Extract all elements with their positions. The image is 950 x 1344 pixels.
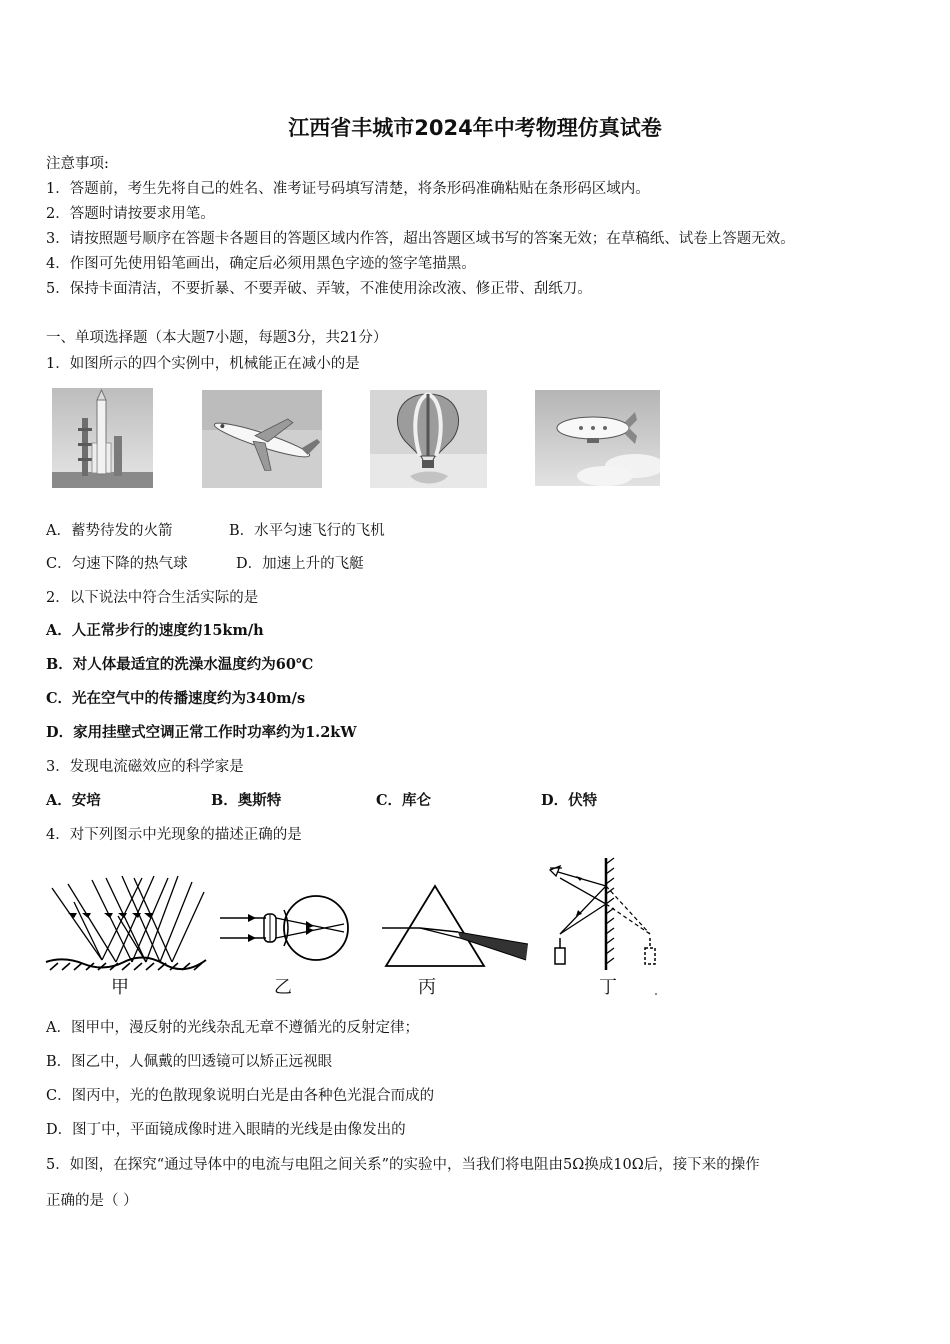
q5-stem-line2: 正确的是（ ）	[46, 1193, 138, 1209]
notice-item-2: 2．答题时请按要求用笔。	[46, 206, 215, 222]
q1-option-b: B．水平匀速飞行的飞机	[229, 523, 385, 539]
q3-option-d: D．伏特	[541, 792, 598, 809]
q2-option-b: B．对人体最适宜的洗澡水温度约为60℃	[46, 656, 314, 673]
q4-stem: 4．对下列图示中光现象的描述正确的是	[46, 827, 302, 843]
q3-option-a: A．安培	[46, 792, 101, 809]
q2-stem: 2．以下说法中符合生活实际的是	[46, 590, 259, 606]
figure-label-ding: 丁	[599, 977, 617, 998]
q2-option-a: A．人正常步行的速度约15km/h	[46, 622, 264, 639]
q3-option-c: C．库仑	[376, 792, 432, 809]
figure-label-yi: 乙	[274, 977, 292, 998]
diffuse-reflection-diagram	[44, 872, 209, 972]
notice-heading: 注意事项:	[46, 156, 109, 172]
notice-item-1: 1．答题前，考生先将自己的姓名、准考证号码填写清楚，将条形码准确粘贴在条形码区域内。	[46, 181, 650, 197]
notice-item-3: 3．请按照题号顺序在答题卡各题目的答题区域内作答，超出答题区域书写的答案无效；在草稿纸、试卷上答题无效。	[46, 231, 795, 247]
airship-photo	[535, 390, 660, 486]
q4-option-c: C．图丙中，光的色散现象说明白光是由各种色光混合而成的	[46, 1088, 435, 1104]
q5-stem-line1: 5．如图，在探究“通过导体中的电流与电阻之间关系”的实验中，当我们将电阻由5Ω换成10Ω后，接下来的操作	[46, 1157, 760, 1173]
notice-item-4: 4．作图可先使用铅笔画出，确定后必须用黑色字迹的签字笔描黑。	[46, 256, 476, 272]
prism-dispersion-diagram	[380, 882, 530, 970]
q4-option-b: B．图乙中，人佩戴的凹透镜可以矫正远视眼	[46, 1054, 333, 1070]
section-heading: 一、单项选择题（本大题7小题，每题3分，共21分）	[46, 330, 388, 346]
eye-lens-diagram	[218, 890, 353, 970]
q4-option-d: D．图丁中，平面镜成像时进入眼睛的光线是由像发出的	[46, 1122, 406, 1138]
figure-label-jia: 甲	[111, 977, 129, 998]
q3-option-b: B．奥斯特	[211, 792, 282, 809]
notice-item-5: 5．保持卡面清洁，不要折暴、不要弄破、弄皱，不准使用涂改液、修正带、刮纸刀。	[46, 281, 592, 297]
q4-option-a: A．图甲中，漫反射的光线杂乱无章不遵循光的反射定律；	[46, 1020, 419, 1036]
figure-label-bing: 丙	[418, 977, 436, 998]
q1-option-d: D．加速上升的飞艇	[236, 556, 364, 572]
rocket-photo	[52, 388, 153, 488]
q1-stem: 1．如图所示的四个实例中，机械能正在减小的是	[46, 356, 360, 372]
page-title: 江西省丰城市2024年中考物理仿真试卷	[288, 116, 662, 140]
hot-air-balloon-photo	[370, 390, 487, 488]
q2-option-c: C．光在空气中的传播速度约为340m/s	[46, 690, 306, 707]
q2-option-d: D．家用挂壁式空调正常工作时功率约为1.2kW	[46, 724, 357, 741]
airplane-photo	[202, 390, 322, 488]
q3-stem: 3．发现电流磁效应的科学家是	[46, 759, 244, 775]
q1-option-a: A．蓄势待发的火箭	[46, 523, 173, 539]
q1-option-c: C．匀速下降的热气球	[46, 556, 188, 572]
